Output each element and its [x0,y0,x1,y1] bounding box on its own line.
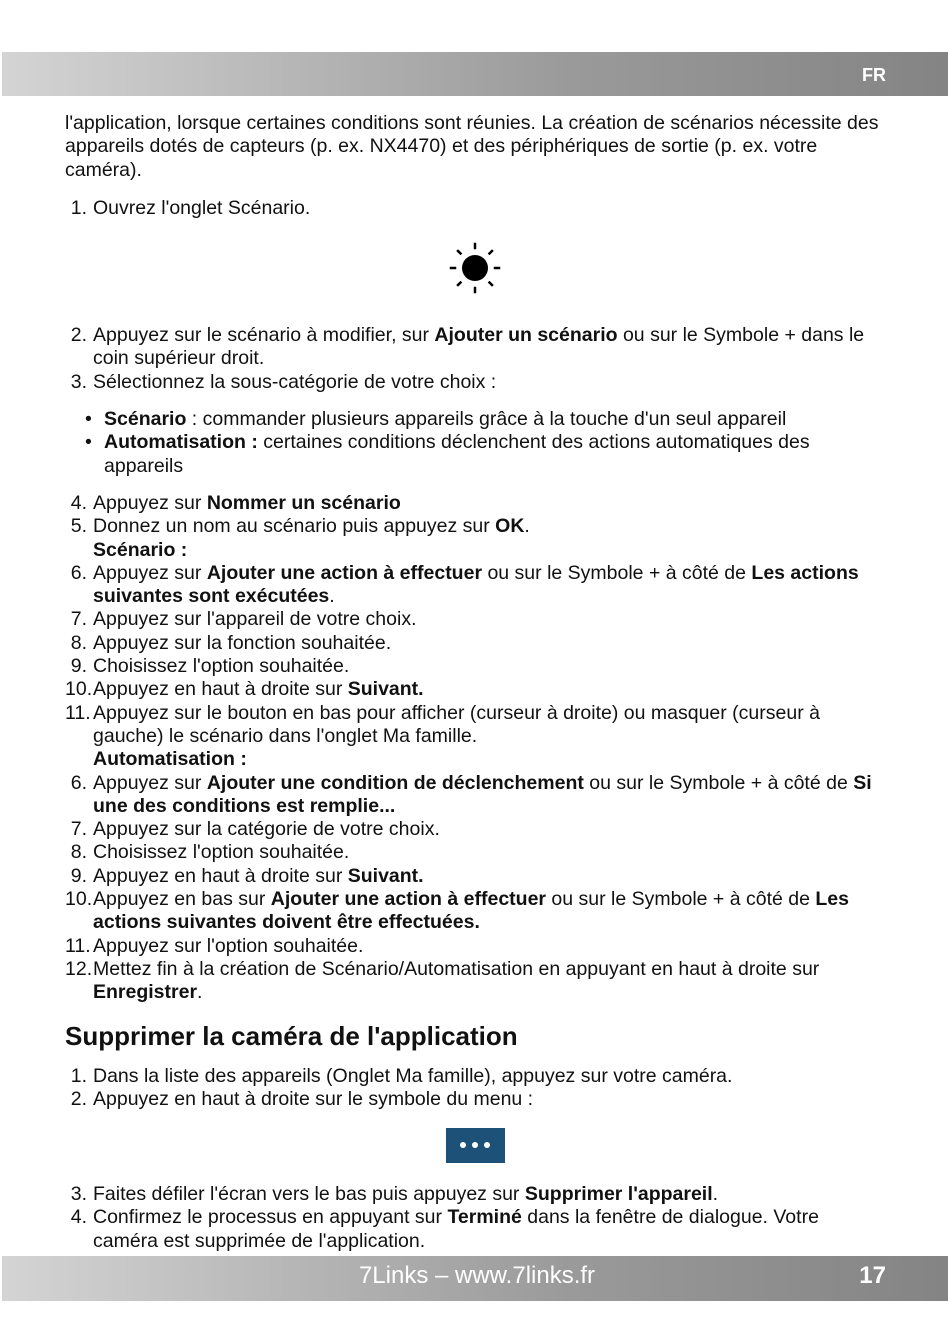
list-item: 10. Appuyez en bas sur Ajouter une action à effectuer ou sur le Symbole + à côté de Les actions suivantes doivent être effectuées. [65,888,849,934]
footer-bar [2,1256,948,1301]
menu-icon-container [65,1115,885,1175]
list-item: 1. Ouvrez l'onglet Scénario. [70,196,311,219]
list-item: 6. Appuyez sur Ajouter une condition de déclenchement ou sur le Symbole + à côté de Si une des conditions est remplie... [70,771,872,817]
sun-icon-container [65,220,885,316]
list-item: 5. Donnez un nom au scénario puis appuyez sur OK. [70,515,530,538]
sun-icon [447,240,503,296]
list-item: 10. Appuyez en haut à droite sur Suivant. [65,678,424,701]
list-item: 3. Faites défiler l'écran vers le bas puis appuyez sur Supprimer l'appareil. [70,1183,719,1206]
steps-list-b [65,324,885,394]
list-item: 7. Appuyez sur la catégorie de votre choix. [70,818,440,841]
list-item: 8. Choisissez l'option souhaitée. [70,841,350,864]
delete-steps-a [65,1065,885,1112]
list-item: 9. Appuyez en haut à droite sur Suivant. [70,864,424,887]
automation-subheading: Automatisation : [93,748,247,771]
list-item: 11. Appuyez sur le bouton en bas pour afficher (curseur à droite) ou masquer (curseur à gauche) le scénario dans l'onglet Ma famille. [65,701,820,747]
list-item: 8. Appuyez sur la fonction souhaitée. [70,631,392,654]
list-item: 2. Appuyez en haut à droite sur le symbole du menu : [70,1087,534,1110]
list-item: 12. Mettez fin à la création de Scénario/Automatisation en appuyant en haut à droite sur Enregistrer. [65,957,820,1004]
more-dots-icon [446,1128,505,1163]
scenario-subheading: Scénario : [93,538,188,561]
bullet-item: • Automatisation : certaines conditions déclenchent des actions automatiques des appareils [85,431,810,477]
list-item: 3. Sélectionnez la sous-catégorie de votre choix : [70,370,497,393]
language-label: FR [862,65,886,85]
list-item: 1. Dans la liste des appareils (Onglet Ma famille), appuyez sur votre caméra. [70,1064,733,1087]
steps-list-c [65,492,885,1005]
page-number: 17 [859,1262,886,1289]
delete-steps-b [65,1183,885,1253]
list-item: 9. Choisissez l'option souhaitée. [70,655,350,678]
bullet-item: • Scénario : commander plusieurs appareils grâce à la touche d'un seul appareil [85,408,787,431]
list-item: 4. Appuyez sur Nommer un scénario [70,491,401,514]
subcategory-bullets [83,408,885,478]
steps-list-a [65,197,885,220]
page-content [65,112,885,1253]
list-item: 11. Appuyez sur l'option souhaitée. [65,934,364,957]
section-title: Supprimer la caméra de l'application [65,1020,518,1051]
list-item: 6. Appuyez sur Ajouter une action à effectuer ou sur le Symbole + à côté de Les actions suivantes sont exécutées. [70,561,859,608]
list-item: 4. Confirmez le processus en appuyant sur Terminé dans la fenêtre de dialogue. Votre caméra est supprimée de l'application. [70,1206,819,1252]
list-item: 2. Appuyez sur le scénario à modifier, sur Ajouter un scénario ou sur le Symbole + dans le coin supérieur droit. [70,324,865,370]
footer-site: 7Links – www.7links.fr [358,1262,596,1289]
intro-paragraph: l'application, lorsque certaines conditions sont réunies. La création de scénarios nécessite des appareils dotés de capteurs (p. ex. NX4470) et des périphériques de sortie (p. ex. votre caméra). [65,112,879,181]
header-bar [2,52,948,96]
list-item: 7. Appuyez sur l'appareil de votre choix. [70,608,417,631]
